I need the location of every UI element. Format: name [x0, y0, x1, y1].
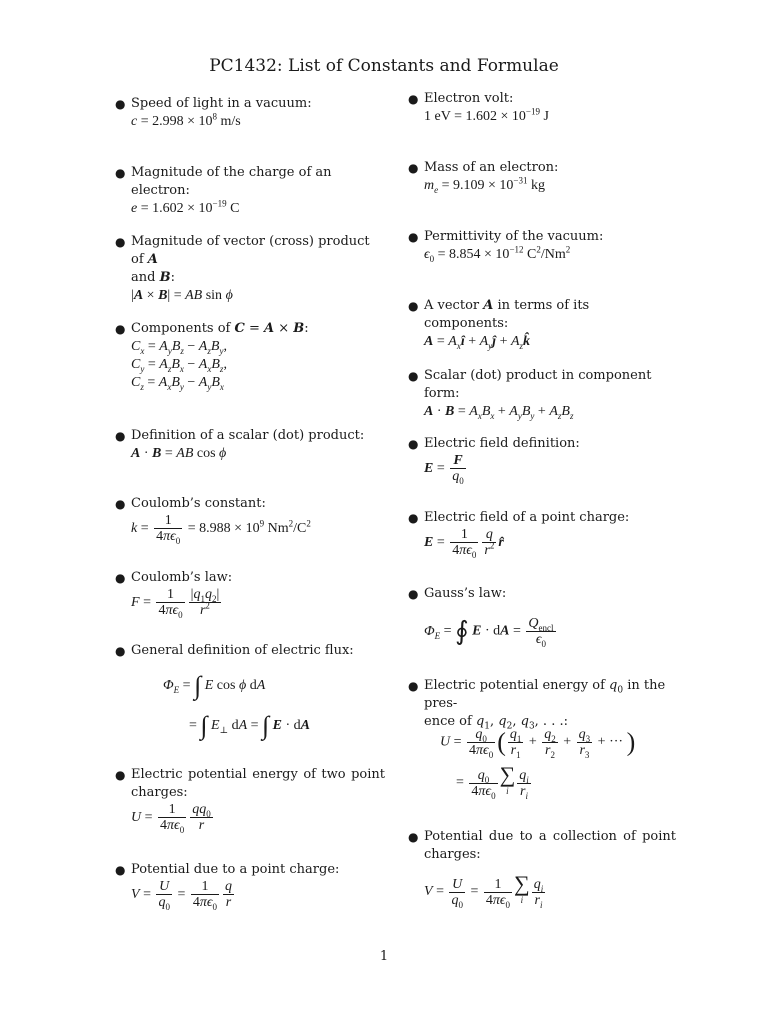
- formula: E = $\frac{1}{4\pi\epsilon_0}$ $\frac{q}{r^2}$ r̂: [424, 527, 504, 560]
- bullet: ●: [115, 429, 126, 443]
- list-item: [115, 766, 385, 835]
- list-item: ● Components of C = A × B: $C_x = A_yB_z - A_zB_y$, $C_y = A_zB_x - A_xB_z$, $C_z = A_xB_y - A_yB_x$: [115, 321, 309, 392]
- pe-q0-label-a: Electric potential energy of: [424, 678, 605, 693]
- list-item: ● Electric potential energy of $q_0$ in the pres- ence of $q_1$, $q_2$, $q_3$, . . .:: [408, 678, 666, 732]
- bullet: ●: [115, 571, 126, 585]
- bullet: ●: [408, 830, 419, 844]
- bullet: ●: [115, 863, 126, 877]
- formula: U = $\frac{1}{4\pi\epsilon_0}$ $\frac{qq_0}{r}$: [131, 802, 211, 835]
- bullet: ●: [115, 166, 126, 180]
- bullet: ●: [408, 587, 419, 601]
- formula: 1 eV = $1.602 \times 10^{-19}$ J: [424, 106, 549, 124]
- components-label: Components of: [131, 321, 231, 336]
- vector-label-a: A vector: [424, 298, 480, 313]
- bullet: ●: [115, 322, 126, 336]
- formula: |A × B| = AB sin ϕ: [131, 288, 233, 303]
- list-item: ● A vector A in terms of its components: $A = A_xî$ + $A_yĵ$ + $A_zk̂$: [408, 298, 590, 351]
- bullet: ●: [408, 437, 419, 451]
- list-item: [408, 585, 507, 603]
- formula: F = $\frac{1}{4\pi\epsilon_0}$ $\frac{|q_1q_2|}{r^2}$: [131, 587, 220, 620]
- list-item: [408, 367, 676, 421]
- flux-formula: $\Phi_E$ = ∫ E cos ϕ dA: [163, 671, 266, 700]
- list-item: [408, 90, 549, 126]
- coulomb-const-label: Coulomb’s constant:: [131, 496, 266, 511]
- dot-comp-label: Scalar (dot) product in component form:: [424, 368, 652, 401]
- bullet: ●: [115, 235, 126, 249]
- gauss-formula: $\Phi_E$ = ∮ E · dA = $\frac{Q_{encl}}{\epsilon_0}$: [424, 616, 554, 649]
- flux-formula-2: = ∫ $E_\perp$ dA = ∫ E · dA: [189, 711, 311, 740]
- ev-label: Electron volt:: [424, 91, 514, 106]
- formula: $C_z = A_xB_y - A_yB_x$: [131, 375, 224, 392]
- formula: $C_x = A_yB_z - A_zB_y$,: [131, 339, 227, 356]
- bullet: ●: [115, 768, 126, 782]
- bullet: ●: [408, 511, 419, 525]
- perm-label: Permittivity of the vacuum:: [424, 229, 604, 244]
- page-number: 1: [379, 949, 389, 964]
- gauss-label: Gauss’s law:: [424, 586, 507, 601]
- bullet: ●: [408, 230, 419, 244]
- bullet: ●: [408, 299, 419, 313]
- pe-two-label: Electric potential energy of two point charges:: [131, 767, 385, 800]
- flux-label: General definition of electric flux:: [131, 643, 354, 658]
- bullet: ●: [115, 644, 126, 658]
- formula: $m_e = 9.109 \times 10^{-31}$ kg: [424, 175, 545, 195]
- list-item: [115, 861, 340, 912]
- bullet: ●: [115, 497, 126, 511]
- list-item: ● Magnitude of vector (cross) product of A and B: |A × B| = AB sin ϕ: [115, 234, 370, 303]
- potential-coll-label: Potential due to a collection of point charges:: [424, 829, 676, 862]
- formula: $A = A_xî$ + $A_yĵ$ + $A_zk̂$: [424, 334, 531, 351]
- efield-point-label: Electric field of a point charge:: [424, 510, 630, 525]
- speed-light-label: Speed of light in a vacuum:: [131, 96, 312, 111]
- pe-q0-formula: U = $\frac{q_0}{4\pi\epsilon_0}$ ( $\frac{q_1}{r_1}$ + $\frac{q_2}{r_2}$ + $\frac{q_3}{r_3}$ + ··· ): [440, 727, 636, 760]
- formula: E = $\frac{F}{q_0}$: [424, 453, 464, 486]
- bullet: ●: [408, 369, 419, 383]
- list-item: [408, 435, 580, 486]
- list-item: [115, 495, 311, 546]
- bullet: ●: [408, 161, 419, 175]
- bullet: ●: [115, 97, 126, 111]
- list-item: [408, 159, 559, 195]
- list-item: [115, 427, 365, 463]
- list-item: [115, 569, 233, 620]
- coulomb-law-label: Coulomb’s law:: [131, 570, 233, 585]
- list-item: [408, 828, 676, 864]
- list-item: [408, 509, 630, 560]
- bullet: ●: [408, 92, 419, 106]
- pe-q0-label-c: ence of: [424, 714, 472, 729]
- cross-label-b: and: [131, 270, 156, 285]
- list-item: [408, 228, 604, 264]
- bullet: ●: [408, 679, 419, 693]
- list-item: [115, 642, 354, 660]
- pe-q0-formula-2: = $\frac{q_0}{4\pi\epsilon_0}$ ∑ i $\frac{q_i}{r_i}$: [456, 762, 529, 801]
- formula: A · B = AB cos ϕ: [131, 446, 227, 461]
- potential-coll-formula: V = $\frac{U}{q_0}$ = $\frac{1}{4\pi\epsilon_0}$ ∑ i $\frac{q_i}{r_i}$: [424, 871, 544, 910]
- formula: $A \cdot B = A_xB_x + A_yB_y + A_zB_z$: [424, 404, 574, 421]
- mass-label: Mass of an electron:: [424, 160, 559, 175]
- charge-label: Magnitude of the charge of an electron:: [131, 165, 332, 198]
- dot-def-label: Definition of a scalar (dot) product:: [131, 428, 365, 443]
- formula: $\epsilon_0 = 8.854 \times 10^{-12}$ $C^2/Nm^2$: [424, 244, 571, 264]
- formula: k = $\frac{1}{4\pi\epsilon_0}$ = $8.988 \times 10^9$ $Nm^2/C^2$: [131, 513, 311, 546]
- pe-q0-label-b: in the pres-: [424, 678, 666, 711]
- formula: $e = 1.602 \times 10^{-19}$ C: [131, 198, 240, 216]
- formula: $C_y = A_zB_x - A_xB_z$,: [131, 357, 227, 374]
- formula: V = $\frac{U}{q_0}$ = $\frac{1}{4\pi\epsilon_0}$ $\frac{q}{r}$: [131, 879, 233, 912]
- efield-def-label: Electric field definition:: [424, 436, 580, 451]
- vector-label-b: in terms of its components:: [424, 298, 590, 331]
- list-item: [115, 95, 312, 131]
- cross-label-a: Magnitude of vector (cross) product of: [131, 234, 370, 267]
- potential-point-label: Potential due to a point charge:: [131, 862, 340, 877]
- page-title: PC1432: List of Constants and Formulae: [209, 56, 559, 76]
- list-item: [115, 164, 385, 218]
- formula: $c = 2.998 \times 10^8$ m/s: [131, 111, 241, 129]
